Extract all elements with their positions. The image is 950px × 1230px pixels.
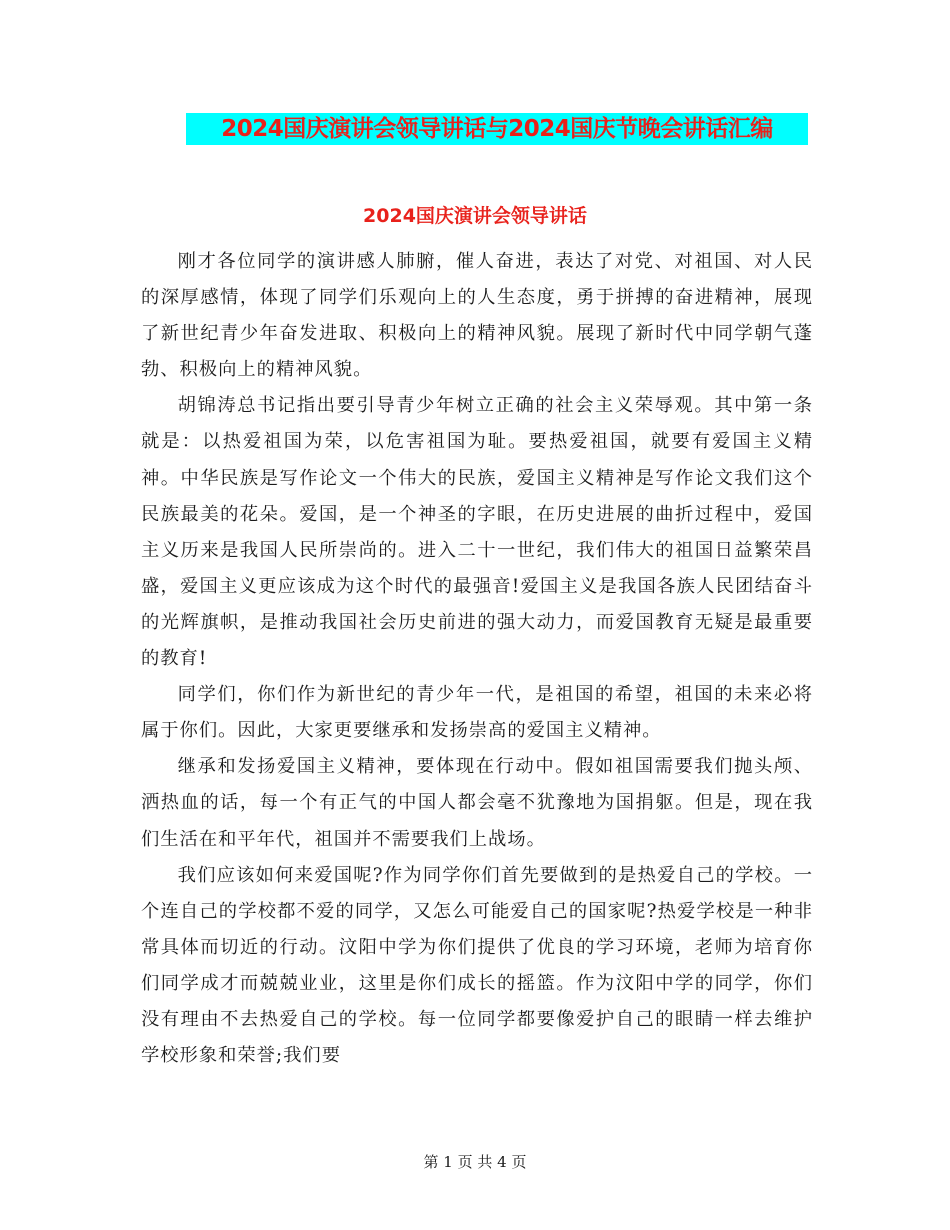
page-footer: 第 1 页 共 4 页 <box>423 1153 527 1171</box>
paragraph: 我们应该如何来爱国呢?作为同学你们首先要做到的是热爱自己的学校。一个连自己的学校都不爱的同学，又怎么可能爱自己的国家呢?热爱学校是一种非常具体而切近的行动。汶阳中学为你们提供了优良的学习环境，老师为培育你们同学成才而兢兢业业，这里是你们成长的摇篮。作为汶阳中学的同学，你们没有理由不去热爱自己的学校。每一位同学都要像爱护自己的眼睛一样去维护学校形象和荣誉;我们要 <box>141 864 813 1067</box>
paragraph: 同学们，你们作为新世纪的青少年一代，是祖国的希望，祖国的未来必将属于你们。因此，大家更要继承和发扬崇高的爱国主义精神。 <box>141 684 813 742</box>
document-body <box>141 244 813 1074</box>
paragraph: 刚才各位同学的演讲感人肺腑，催人奋进，表达了对党、对祖国、对人民的深厚感情，体现了同学们乐观向上的人生态度，勇于拼搏的奋进精神，展现了新世纪青少年奋发进取、积极向上的精神风貌。展现了新时代中同学朝气蓬勃、积极向上的精神风貌。 <box>141 251 813 381</box>
document-main-title: 2024国庆演讲会领导讲话与2024国庆节晚会讲话汇编 <box>186 113 808 145</box>
section-title: 2024国庆演讲会领导讲话 <box>363 205 587 227</box>
paragraph: 继承和发扬爱国主义精神，要体现在行动中。假如祖国需要我们抛头颅、洒热血的话，每一个有正气的中国人都会毫不犹豫地为国捐躯。但是，现在我们生活在和平年代，祖国并不需要我们上战场。 <box>141 756 813 850</box>
paragraph: 胡锦涛总书记指出要引导青少年树立正确的社会主义荣辱观。其中第一条就是：以热爱祖国为荣，以危害祖国为耻。要热爱祖国，就要有爱国主义精神。中华民族是写作论文一个伟大的民族，爱国主义精神是写作论文我们这个民族最美的花朵。爱国，是一个神圣的字眼，在历史进展的曲折过程中，爱国主义历来是我国人民所崇尚的。进入二十一世纪，我们伟大的祖国日益繁荣昌盛，爱国主义更应该成为这个时代的最强音!爱国主义是我国各族人民团结奋斗的光辉旗帜，是推动我国社会历史前进的强大动力，而爱国教育无疑是最重要的教育! <box>141 395 813 670</box>
